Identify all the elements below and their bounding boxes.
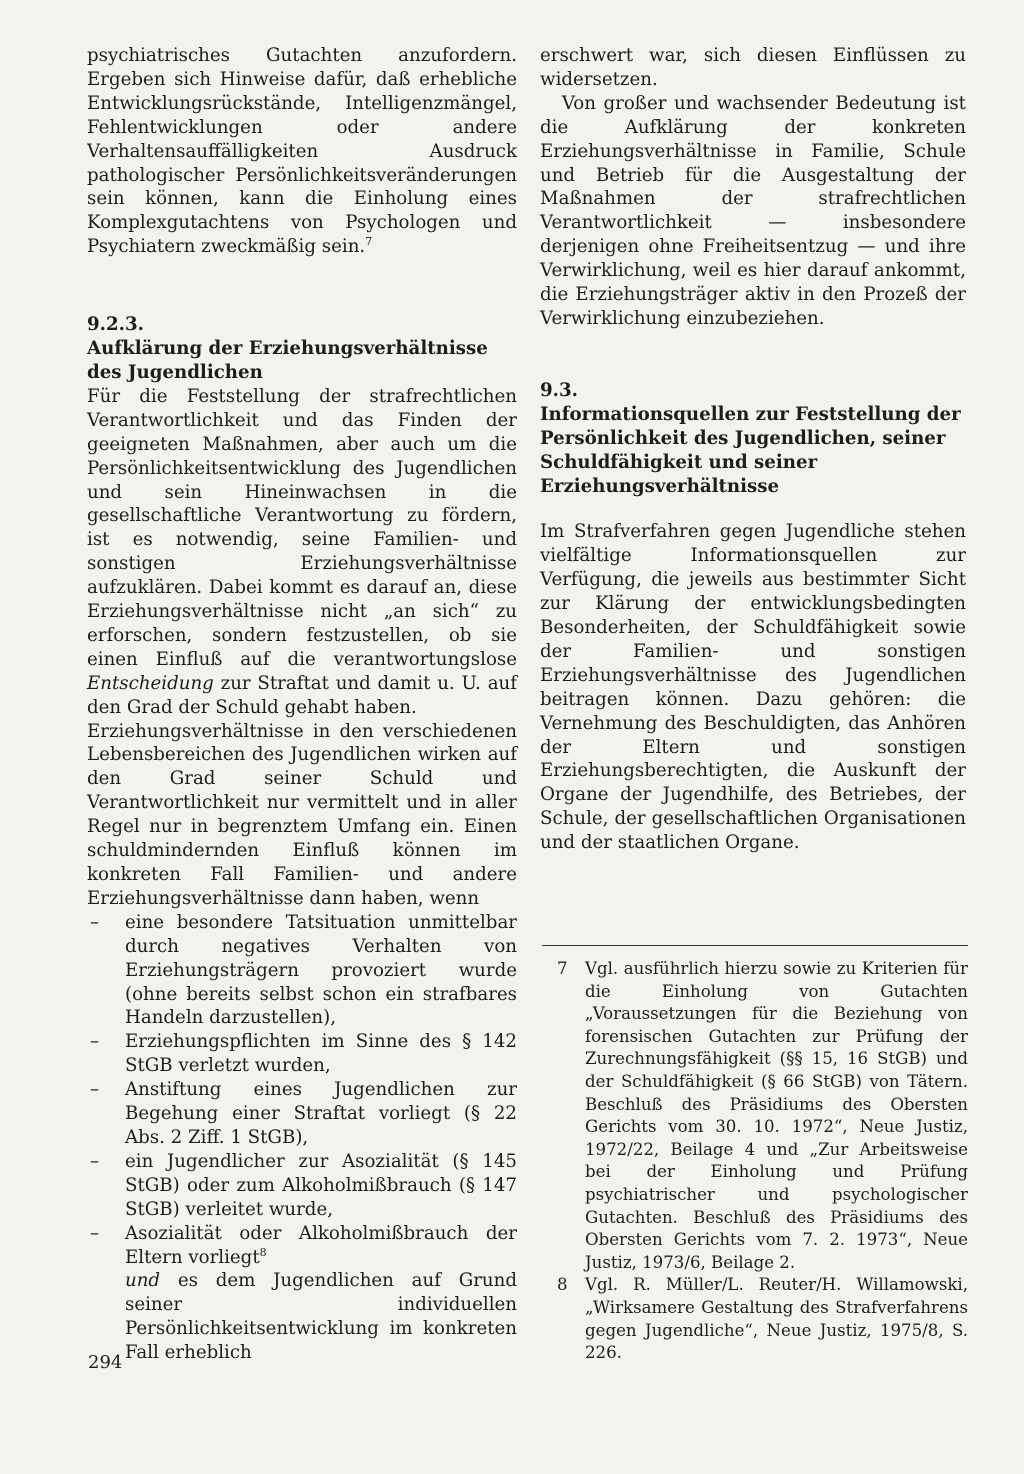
list-item: – ein Jugendlicher zur Asozialität (§ 145 StGB) oder zum Alkoholmißbrauch (§ 147 StGB) verleitet wurde, bbox=[87, 1150, 517, 1222]
list-item: – eine besondere Tatsituation unmittelbar durch negatives Verhalten von Erziehungsträgern provoziert wurde (ohne bereits selbst schon ein strafbares Handeln darzustellen), bbox=[87, 911, 517, 1031]
list-item: – Erziehungspflichten im Sinne des § 142 StGB verletzt wurden, bbox=[87, 1030, 517, 1078]
section-title-9-3: Informationsquellen zur Feststellung der Persönlichkeit des Jugendlichen, seiner Schuldfähigkeit und seiner Erziehungsverhältnisse bbox=[540, 403, 961, 497]
body-paragraph-3: Von großer und wachsender Bedeutung ist die Aufklärung der konkreten Erziehungsverhältnisse in Familie, Schule und Betrieb für die Ausgestaltung der Maßnahmen der strafrechtlichen Verantwortlichkeit — insbesondere derjenigen ohne Freiheitsentzug — und ihre Verwirklichung, weil es hier darauf ankommt, die Erziehungsträger aktiv in den Prozeß der Verwirklichung einzubeziehen. bbox=[540, 92, 966, 329]
footnote-8 bbox=[542, 1274, 968, 1364]
footnote-ref-7: 7 bbox=[365, 235, 373, 249]
list-item: – Asozialität oder Alkoholmißbrauch der Eltern vorliegt$^8$ bbox=[87, 1222, 517, 1270]
page-number: 294 bbox=[88, 1352, 123, 1373]
section-title-9-2-3: Aufklärung der Erziehungsverhältnisse des Jugendlichen bbox=[87, 338, 488, 383]
list-item: – Anstiftung eines Jugendlichen zur Begehung einer Straftat vorliegt (§ 22 Abs. 2 Ziff. 1 StGB), bbox=[87, 1078, 517, 1150]
footnote-divider bbox=[542, 945, 968, 946]
list-continuation: und es dem Jugendlichen auf Grund seiner individuellen Persönlichkeitsentwicklung im konkreten Fall erheblich bbox=[125, 1270, 517, 1364]
section-number-9-2-3: 9.2.3. bbox=[87, 314, 144, 336]
body-paragraph-2: Erziehungsverhältnisse in den verschiedenen Lebensbereichen des Jugendlichen wirken auf den Grad seiner Schuld und Verantwortlichkeit nur vermittelt und in aller Regel nur in begrenztem Umfang ein. Einen schuldmindernden Einfluß können im konkreten Fall Familien- und andere Erziehungsverhältnisse dann haben, wenn bbox=[87, 720, 517, 909]
footnote-7 bbox=[542, 958, 968, 1274]
condition-list bbox=[87, 911, 517, 1270]
footnote-text: Vgl. R. Müller/L. Reuter/H. Willamowski, „Wirksamere Gestaltung des Strafverfahrens gegen Jugendliche“, Neue Justiz, 1975/8, S. 226. bbox=[585, 1275, 968, 1363]
footnote-number: 8 bbox=[557, 1275, 568, 1295]
right-column bbox=[540, 44, 966, 855]
footnote-ref-8: 8 bbox=[259, 1245, 267, 1259]
intro-paragraph: psychiatrisches Gutachten anzufordern. Ergeben sich Hinweise dafür, daß erhebliche Entwicklungsrückstände, Intelligenzmängel, Fehlentwicklungen oder andere Verhaltensauffälligkeiten Ausdruck pathologischer Persönlichkeitsveränderungen sein können, kann die Einholung eines Komplexgutachtens von Psychologen und Psychiatern zweckmäßig sein.$^7$ bbox=[87, 45, 517, 258]
left-column bbox=[87, 44, 517, 1365]
footnote-text: Vgl. ausführlich hierzu sowie zu Kriterien für die Einholung von Gutachten „Voraussetzungen für die Beziehung von forensischen Gutachten zur Prüfung der Zurechnungsfähigkeit (§§ 15, 16 StGB) und der Schuldfähigkeit (§ 66 StGB) von Tätern. Beschluß des Präsidiums des Obersten Gerichts vom 30. 10. 1972“, Neue Justiz, 1972/22, Beilage 4 und „Zur Arbeitsweise bei der Einholung und Prüfung psychiatrischer und psychologischer Gutachten. Beschluß des Präsidiums des Obersten Gerichts vom 7. 2. 1973“, Neue Justiz, 1973/6, Beilage 2. bbox=[585, 959, 968, 1272]
body-paragraph-4: Im Strafverfahren gegen Jugendliche stehen vielfältige Informationsquellen zur Verfügung, die jeweils aus bestimmter Sicht zur Klärung der entwicklungsbedingten Besonderheiten, der Schuldfähigkeit sowie der Familien- und sonstigen Erziehungsverhältnisse des Jugendlichen beitragen können. Dazu gehören: die Vernehmung des Beschuldigten, das Anhören der Eltern und sonstigen Erziehungsberechtigten, die Auskunft der Organe der Jugendhilfe, des Betriebes, der Schule, der gesellschaftlichen Organisationen und der staatlichen Organe. bbox=[540, 521, 966, 854]
footnotes bbox=[542, 958, 968, 1365]
section-number-9-3: 9.3. bbox=[540, 379, 578, 401]
footnote-number: 7 bbox=[557, 959, 568, 978]
body-paragraph-1: Für die Feststellung der strafrechtlichen Verantwortlichkeit und das Finden der geeigneten Maßnahmen, aber auch um die Persönlichkeitsentwicklung des Jugendlichen und sein Hineinwachsen in die gesellschaftliche Verantwortung zu fördern, ist es notwendig, seine Familien- und sonstigen Erziehungsverhältnisse aufzuklären. Dabei kommt es darauf an, diese Erziehungsverhältnisse nicht „an sich“ zu erforschen, sondern festzustellen, ob sie einen Einfluß auf die verantwortungslose Entscheidung zur Straftat und damit u. U. auf den Grad der Schuld gehabt haben. bbox=[87, 385, 517, 718]
continuation-paragraph: erschwert war, sich diesen Einflüssen zu widersetzen. bbox=[540, 45, 966, 90]
